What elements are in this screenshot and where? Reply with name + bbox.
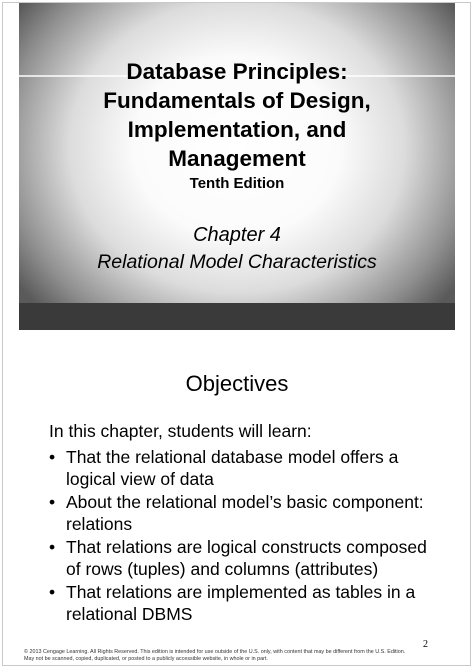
- edition-label: Tenth Edition: [189, 175, 285, 192]
- chapter-title: Relational Model Characteristics: [97, 251, 377, 273]
- book-title: [19, 57, 455, 173]
- book-title-line-3: Implementation, and: [127, 117, 347, 142]
- objective-line: That relations are implemented as tables in a: [66, 582, 416, 602]
- copyright-footer: [24, 649, 454, 663]
- objectives-list: [49, 446, 449, 626]
- objective-line: That relations are logical constructs composed: [66, 537, 427, 557]
- bullet-icon: •: [49, 492, 56, 512]
- book-title-line-2: Fundamentals of Design,: [103, 88, 371, 113]
- objectives-slide: [19, 340, 455, 640]
- copyright-line-2: May not be scanned, copied, duplicated, or posted to a publicly accessible website, in whole or in part.: [24, 656, 268, 662]
- copyright-line-1: © 2013 Cengage Learning. All Rights Reserved. This edition is intended for use outside of the U.S. only, with content that may be different from the U.S. Edition.: [24, 649, 406, 655]
- objective-line: relations: [66, 514, 133, 534]
- objective-line: of rows (tuples) and columns (attributes): [66, 559, 379, 579]
- bullet-icon: •: [49, 447, 56, 467]
- objective-item: [49, 446, 449, 490]
- page-number: 2: [423, 639, 428, 650]
- title-slide: [19, 3, 455, 330]
- objective-line: relational DBMS: [66, 604, 193, 624]
- objective-item: [49, 491, 449, 535]
- book-title-line-4: Management: [168, 146, 306, 171]
- chapter-label: Chapter 4: [193, 224, 281, 246]
- bullet-icon: •: [49, 582, 56, 602]
- objective-item: [49, 581, 449, 625]
- bullet-icon: •: [49, 537, 56, 557]
- book-title-line-1: Database Principles:: [126, 59, 348, 84]
- objective-line: logical view of data: [66, 469, 214, 489]
- objective-line: That the relational database model offers a: [66, 447, 399, 467]
- objectives-intro: In this chapter, students will learn:: [49, 421, 312, 441]
- objective-item: [49, 536, 449, 580]
- slide-bottom-bar: [19, 303, 455, 330]
- objective-line: About the relational model’s basic component:: [66, 492, 424, 512]
- objectives-heading: Objectives: [185, 371, 289, 396]
